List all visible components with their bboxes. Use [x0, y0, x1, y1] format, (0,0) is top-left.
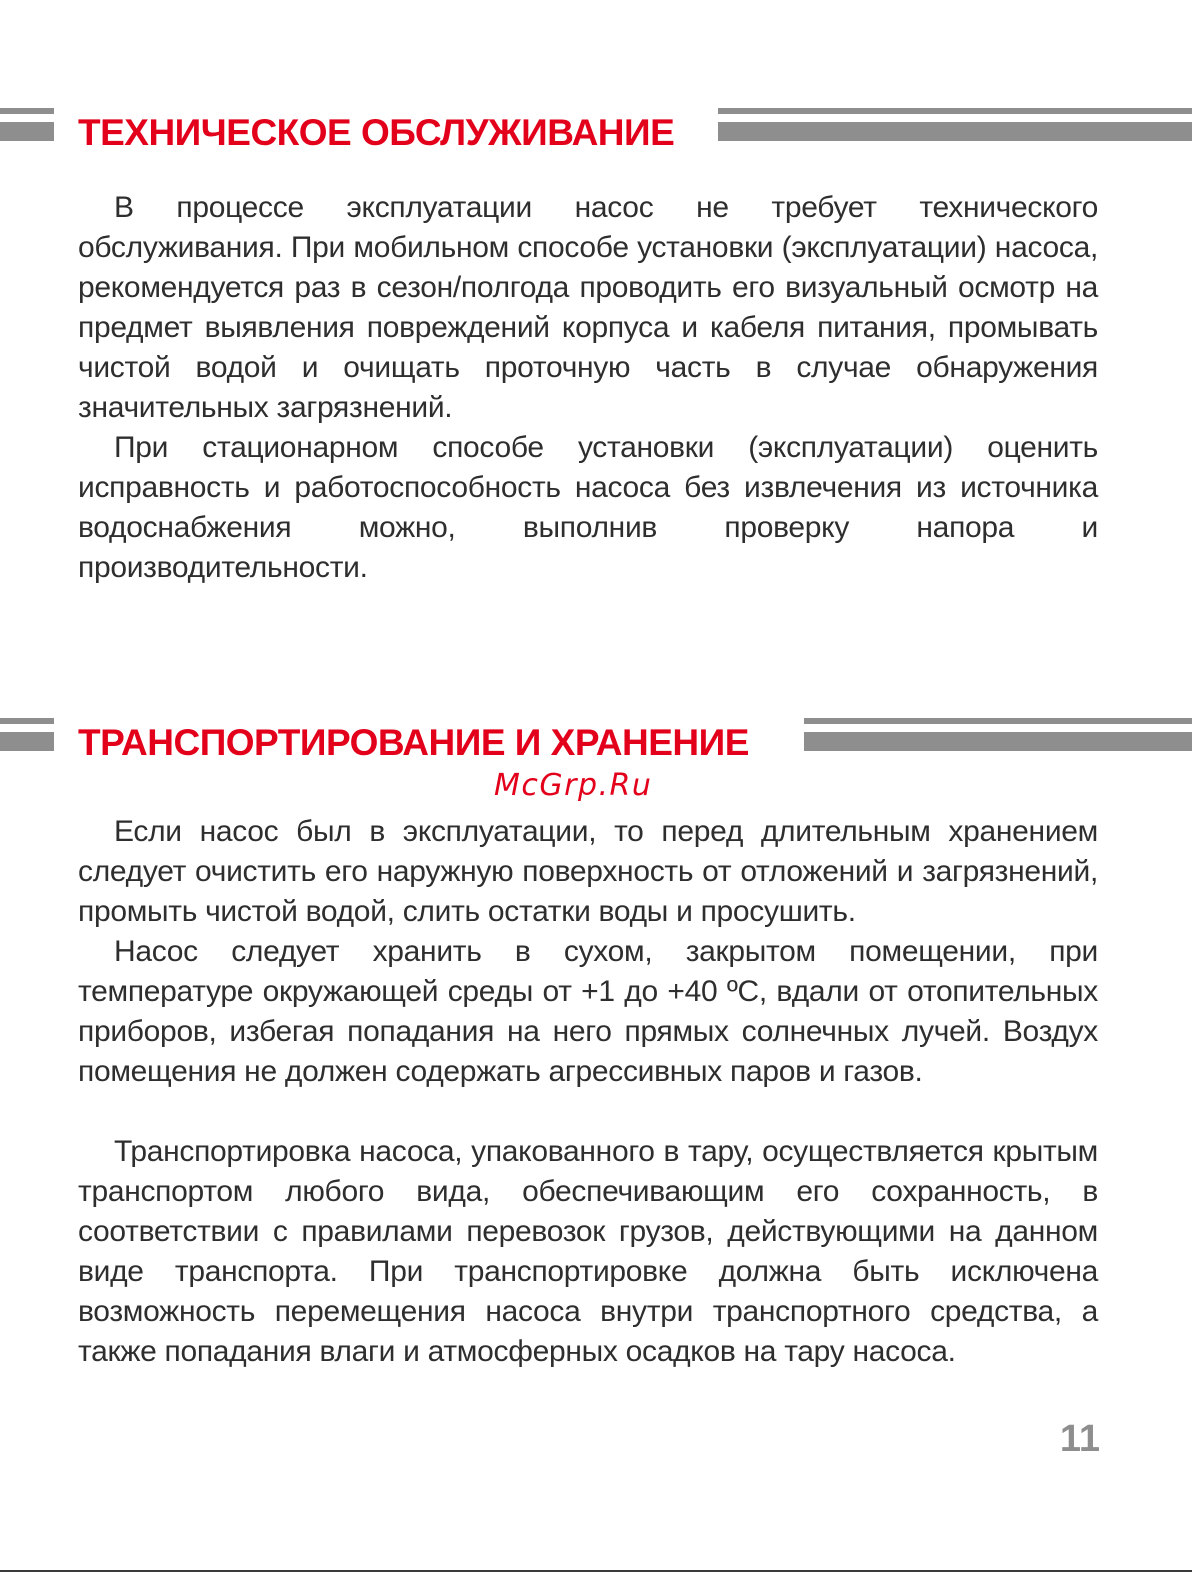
section-heading-transport: [0, 718, 1192, 768]
heading-decor-left: [0, 108, 54, 158]
paragraph: Если насос был в эксплуатации, то перед длительным хранением следует очистить его наружную поверхность от отложений и загрязнений, промыть чистой водой, слить остатки воды и просушить.: [78, 815, 1098, 928]
paragraph: Насос следует хранить в сухом, закрытом помещении, при температуре окружающей среды от +1 до +40 ºC, вдали от отопительных приборов, избегая попадания на него прямых солнечных лучей. Воздух помещения не должен содержать агрессивных паров и газов.: [78, 935, 1098, 1088]
section-title: ТЕХНИЧЕСКОЕ ОБСЛУЖИВАНИЕ: [78, 112, 675, 153]
watermark: McGrp.Ru: [494, 768, 653, 803]
section-body-transport: [78, 812, 1098, 1372]
page-number: 11: [1059, 1418, 1100, 1460]
heading-decor-right: [718, 108, 1192, 158]
paragraph: Транспортировка насоса, упакованного в тару, осуществляется крытым транспортом любого вида, обеспечивающим его сохранность, в соответствии с правилами перевозок грузов, действующими на данном виде транспорта. При транспортировке должна быть исключена возможность перемещения насоса внутри транспортного средства, а также попадания влаги и атмосферных осадков на тару насоса.: [78, 1135, 1098, 1368]
heading-decor-left: [0, 718, 54, 768]
section-title: ТРАНСПОРТИРОВАНИЕ И ХРАНЕНИЕ: [78, 722, 749, 763]
section-body-maintenance: [78, 188, 1098, 588]
paragraph: При стационарном способе установки (эксплуатации) оценить исправность и работоспособность насоса без извлечения из источника водоснабжения можно, выполнив проверку напора и производительности.: [78, 431, 1098, 584]
page-bottom-divider: [0, 1570, 1192, 1572]
section-heading-maintenance: [0, 108, 1192, 158]
paragraph: В процессе эксплуатации насос не требует технического обслуживания. При мобильном способе установки (эксплуатации) насоса, рекомендуется раз в сезон/полгода проводить его визуальный осмотр на предмет выявления повреждений корпуса и кабеля питания, промывать чистой водой и очищать проточную часть в случае обнаружения значительных загрязнений.: [78, 191, 1098, 424]
heading-decor-right: [804, 718, 1192, 768]
